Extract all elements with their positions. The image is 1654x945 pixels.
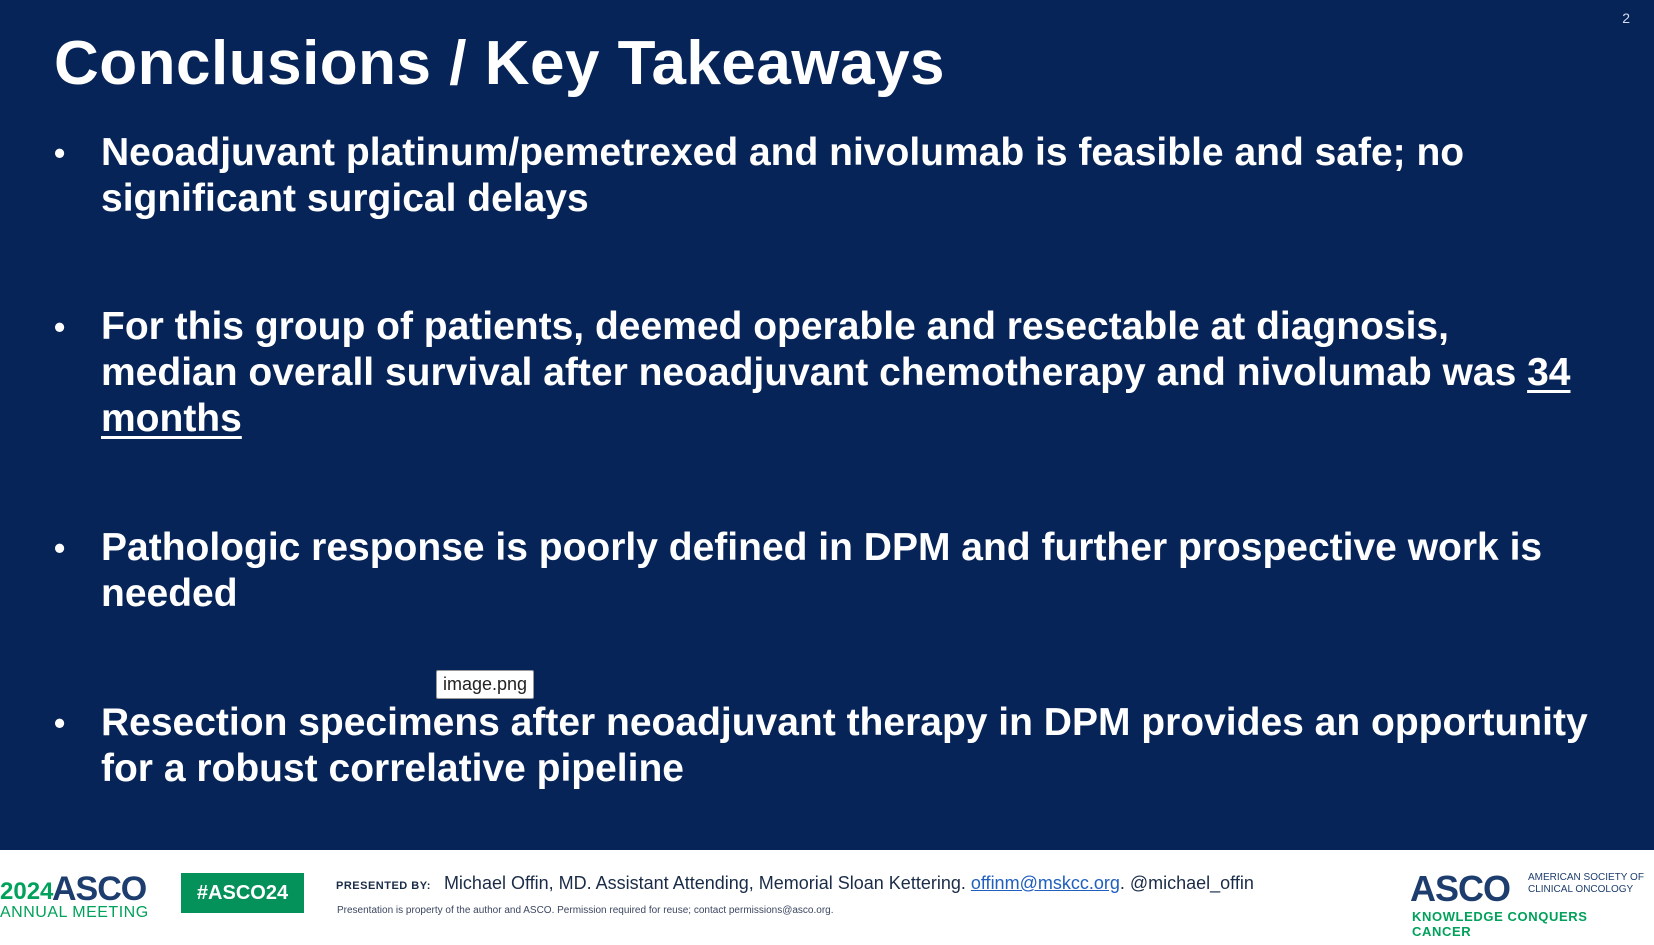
disclaimer: Presentation is property of the author and ASCO. Permission required for reuse; contact permissions@asco.org.: [337, 905, 834, 916]
bullet-text: For this group of patients, deemed operable and resectable at diagnosis, median overall survival after neoadjuvant chemotherapy and nivolumab was: [101, 305, 1528, 394]
slide-title: Conclusions / Key Takeaways: [54, 29, 946, 98]
asco-org-line2: CLINICAL ONCOLOGY: [1528, 884, 1634, 895]
bullet-dot: •: [54, 135, 66, 171]
page-number: 2: [1622, 10, 1630, 26]
bullet-text: Resection specimens after neoadjuvant therapy in DPM provides an opportunity for a robust correlative pipeline: [101, 701, 1588, 790]
presented-label: PRESENTED BY:: [336, 880, 431, 892]
meeting-subtitle: ANNUAL MEETING: [0, 904, 149, 921]
presenter-email-link[interactable]: offinm@mskcc.org: [970, 873, 1120, 893]
meeting-asco: ASCO: [52, 870, 147, 908]
bullet-text-container: [101, 304, 1594, 442]
asco-org-name: [1528, 872, 1644, 896]
presenter-info: [336, 873, 1254, 894]
image-tooltip: image.png: [436, 670, 534, 699]
presenter-name: Michael Offin, MD. Assistant Attending, Memorial Sloan Kettering.: [443, 873, 966, 893]
bullet-item: [54, 525, 1594, 617]
bullet-text: Pathologic response is poorly defined in DPM and further prospective work is needed: [101, 526, 1543, 615]
bullet-dot: •: [54, 309, 66, 345]
asco-tagline: KNOWLEDGE CONQUERS CANCER: [1412, 909, 1588, 939]
meeting-logo: [0, 870, 150, 920]
bullet-item: [54, 304, 1594, 442]
bullet-dot: •: [54, 530, 66, 566]
asco-logo: [1410, 868, 1650, 939]
underlined-highlight: 34 months: [101, 351, 1571, 440]
hashtag-badge: #ASCO24: [181, 873, 304, 913]
meeting-year: 2024: [0, 878, 54, 905]
footer: [0, 850, 1654, 945]
bullet-item: [54, 700, 1594, 792]
asco-wordmark: ASCO: [1410, 868, 1511, 909]
bullet-item: [54, 130, 1594, 222]
presenter-handle: . @michael_offin: [1119, 873, 1254, 893]
bullet-text: Neoadjuvant platinum/pemetrexed and nivolumab is feasible and safe; no significant surgical delays: [101, 131, 1465, 220]
asco-org-line1: AMERICAN SOCIETY OF: [1528, 872, 1644, 883]
bullet-dot: •: [54, 705, 66, 741]
